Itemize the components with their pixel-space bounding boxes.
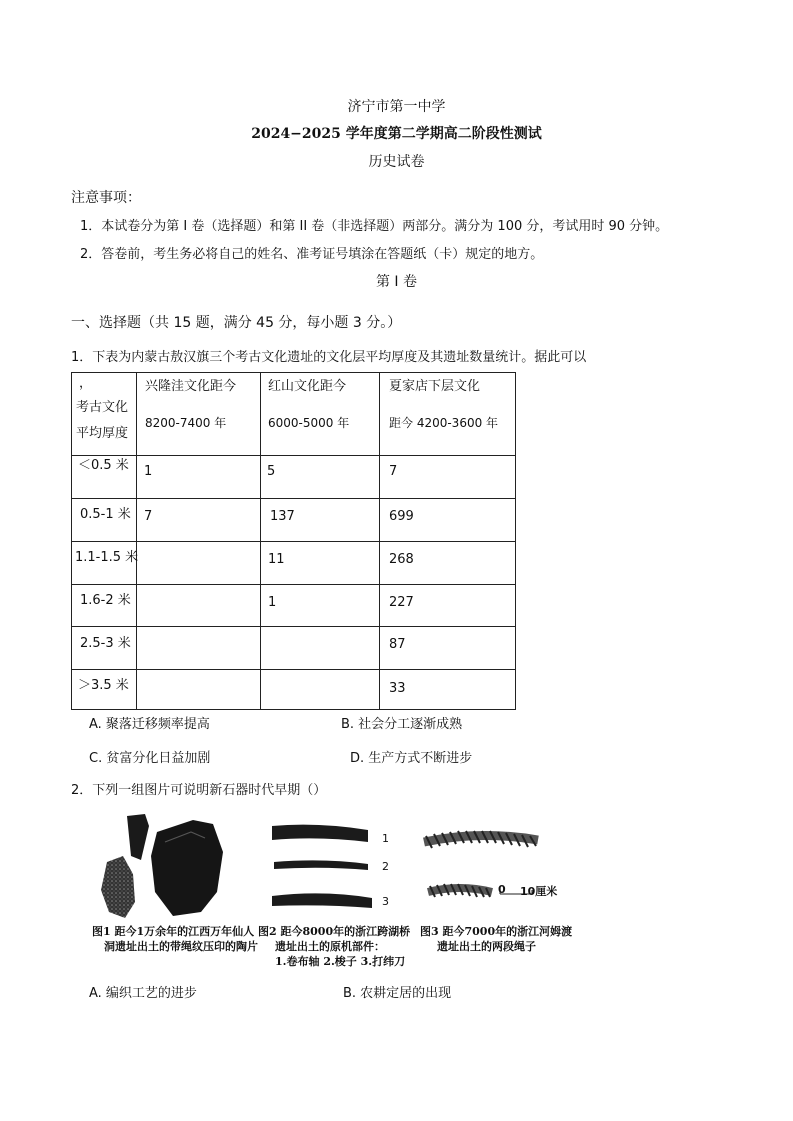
pottery-shards-image (95, 812, 235, 922)
question-2-stem: 2．下列一组图片可说明新石器时代早期（） (71, 783, 327, 798)
loom-parts-image (268, 820, 378, 912)
q2-option-b[interactable]: B. 农耕定居的出现 (343, 986, 452, 1001)
notice-heading: 注意事项： (71, 190, 141, 206)
figure-3-caption-2: 遗址出土的两段绳子 (437, 940, 536, 953)
row-label: 0.5-1 米 (80, 507, 131, 522)
col-header-xinglongwa-date: 8200-7400 年 (145, 416, 227, 430)
table-corner-label-1: 考古文化 (76, 400, 129, 415)
col-header-xiajiadian-date: 距今 4200-3600 年 (389, 416, 499, 430)
table-corner-label-2: 平均厚度 (76, 426, 129, 441)
table-cell: 33 (389, 681, 406, 696)
archaeology-table (71, 372, 516, 710)
table-cell: 1 (268, 595, 277, 610)
table-cell: 87 (389, 637, 406, 652)
table-cell: 268 (389, 552, 414, 567)
notice-item-2: 2．答卷前，考生务必将自己的姓名、准考证号填涂在答题纸（卡）规定的地方。 (80, 247, 544, 262)
q1-option-b[interactable]: B. 社会分工逐渐成熟 (341, 717, 463, 732)
col-header-hongshan: 红山文化距今 (268, 379, 347, 394)
table-corner-mark: ， (79, 376, 93, 391)
row-label: 2.5-3 米 (80, 636, 131, 651)
q2-option-a[interactable]: A. 编织工艺的进步 (89, 986, 197, 1001)
figure-2-caption-3: 1.卷布轴 2.梭子 3.打纬刀 (275, 955, 406, 968)
section-heading: 一、选择题（共 15 题，满分 45 分，每小题 3 分。） (71, 315, 402, 331)
question-1-stem: 1．下表为内蒙古敖汉旗三个考古文化遗址的文化层平均厚度及其遗址数量统计。据此可以 (71, 350, 587, 365)
table-cell: 699 (389, 509, 414, 524)
subject-title: 历史试卷 (368, 154, 425, 170)
row-label: 1.6-2 米 (80, 593, 131, 608)
q1-option-c[interactable]: C. 贫富分化日益加剧 (89, 751, 211, 766)
figure-2-caption-2: 遗址出土的原机部件： (275, 940, 385, 953)
table-cell: 5 (267, 464, 276, 479)
q1-option-a[interactable]: A. 聚落迁移频率提高 (89, 717, 210, 732)
loom-label-3: 3 (382, 895, 389, 908)
table-cell: 1 (144, 464, 153, 479)
figure-3-caption-1: 图3 距今7000年的浙江河姆渡 (420, 925, 573, 938)
figure-1-caption-2: 洞遗址出土的带绳纹压印的陶片 (104, 940, 258, 953)
q1-option-d[interactable]: D. 生产方式不断进步 (350, 751, 473, 766)
table-cell: 7 (389, 464, 398, 479)
notice-item-1: 1．本试卷分为第 I 卷（选择题）和第 II 卷（非选择题）两部分。满分为 100 分，考试用时 90 分钟。 (80, 219, 669, 234)
scale-zero: 0 (498, 883, 506, 896)
volume-title: 第 I 卷 (375, 274, 418, 290)
row-label: ＞3.5 米 (78, 678, 129, 693)
loom-label-1: 1 (382, 832, 389, 845)
row-label: 1.1-1.5 米 (75, 550, 139, 565)
col-header-hongshan-date: 6000-5000 年 (268, 416, 350, 430)
scale-label: 10厘米 (520, 885, 558, 898)
table-cell: 137 (270, 509, 295, 524)
table-cell: 11 (268, 552, 285, 567)
loom-label-2: 2 (382, 860, 389, 873)
col-header-xiajiadian: 夏家店下层文化 (389, 379, 481, 394)
figure-2-caption-1: 图2 距今8000年的浙江跨湖桥 (258, 925, 411, 938)
table-cell: 227 (389, 595, 414, 610)
school-name: 济宁市第一中学 (347, 99, 446, 115)
table-cell: 7 (144, 509, 153, 524)
exam-title: 2024−2025 学年度第二学期高二阶段性测试 (251, 126, 542, 142)
row-label: ＜0.5 米 (78, 458, 129, 473)
figure-1-caption-1: 图1 距今1万余年的江西万年仙人 (92, 925, 255, 938)
col-header-xinglongwa: 兴隆洼文化距今 (145, 379, 237, 394)
